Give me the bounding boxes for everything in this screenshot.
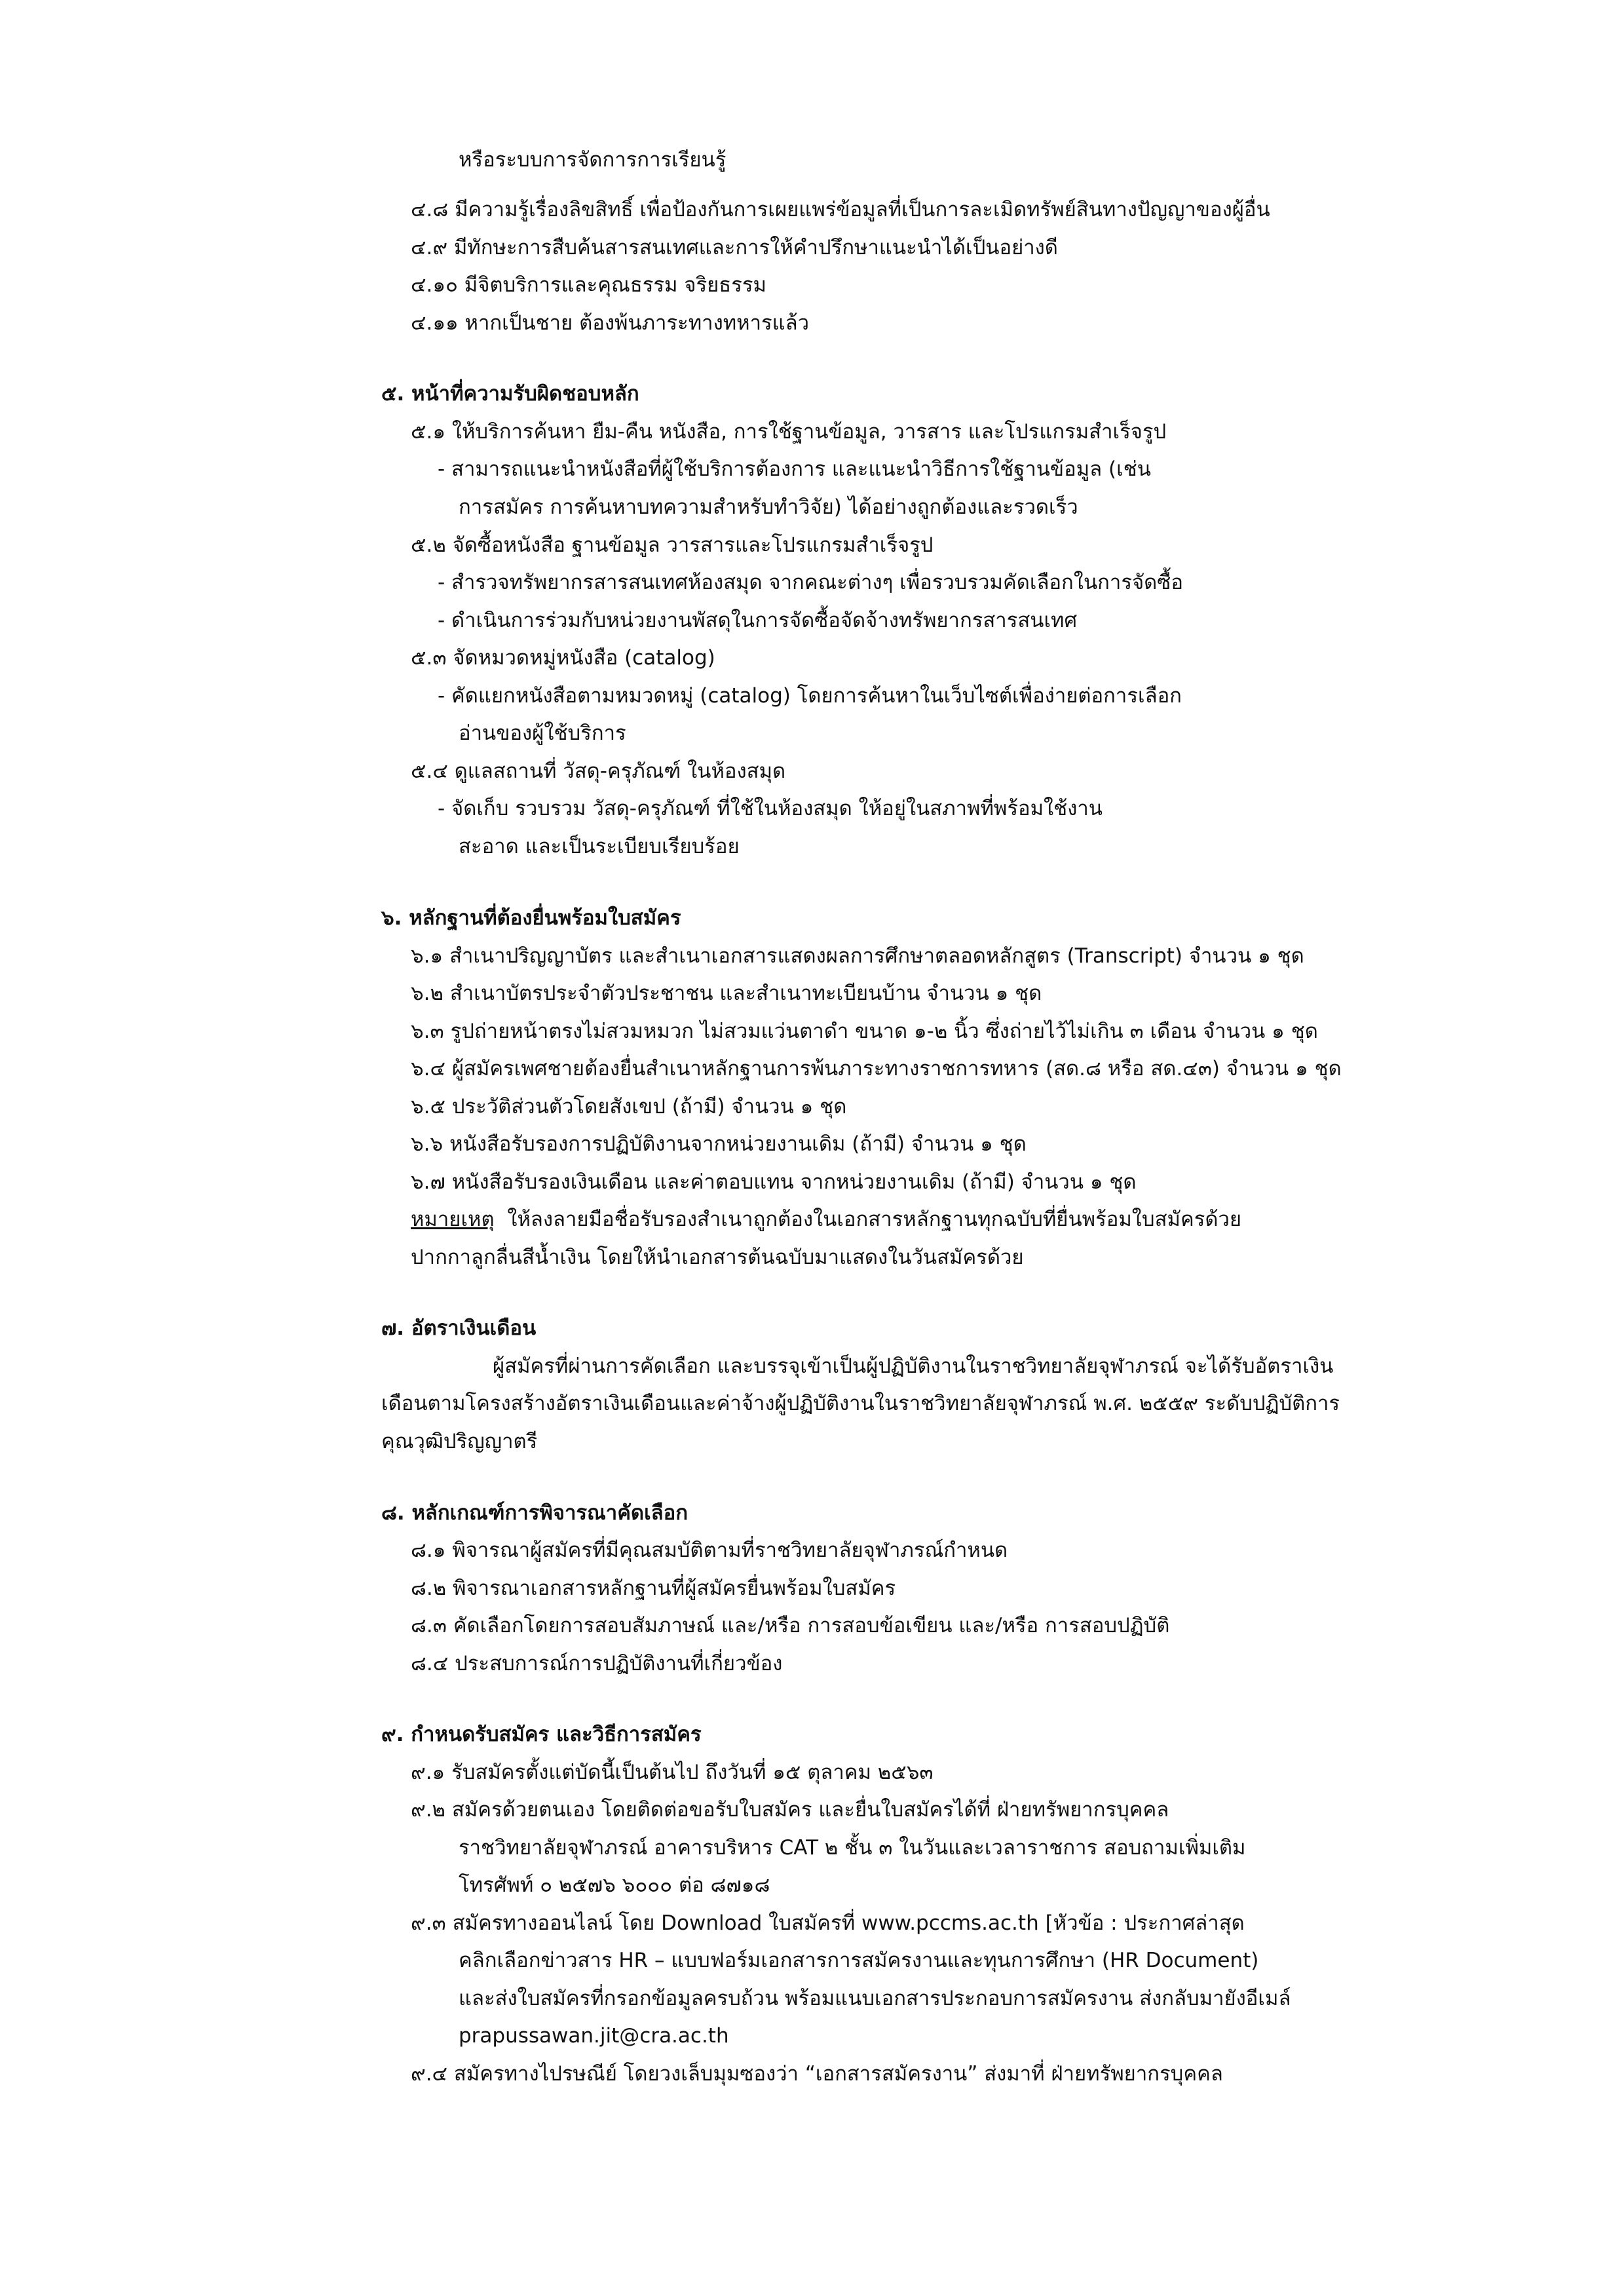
list-item: ๖.๕ ประวัติส่วนตัวโดยสังเขป (ถ้ามี) จำนวน ๑ ชุด bbox=[411, 1095, 847, 1119]
list-item: ๕.๔ ดูแลสถานที่ วัสดุ-ครุภัณฑ์ ในห้องสมุด bbox=[411, 759, 786, 783]
list-item: ๖.๔ ผู้สมัครเพศชายต้องยื่นสำเนาหลักฐานการพ้นภาระทางราชการทหาร (สด.๘ หรือ สด.๔๓) จำนวน ๑ ชุด bbox=[411, 1057, 1342, 1081]
list-item: ๘.๔ ประสบการณ์การปฏิบัติงานที่เกี่ยวข้อง bbox=[411, 1652, 783, 1675]
list-item: ๔.๘ มีความรู้เรื่องลิขสิทธิ์ เพื่อป้องกันการเผยแพร่ข้อมูลที่เป็นการละเมิดทรัพย์สินทางปัญญาของผู้อื่น bbox=[411, 198, 1270, 221]
list-item: ๕.๒ จัดซื้อหนังสือ ฐานข้อมูล วารสารและโปรแกรมสำเร็จรูป bbox=[411, 533, 934, 557]
note-line bbox=[411, 1200, 1241, 1238]
paragraph-line: ผู้สมัครที่ผ่านการคัดเลือก และบรรจุเข้าเป็นผู้ปฏิบัติงานในราชวิทยาลัยจุฬาภรณ์ จะได้รับอัตราเงิน bbox=[493, 1354, 1334, 1378]
list-item: ๙.๔ สมัครทางไปรษณีย์ โดยวงเล็บมุมซองว่า “เอกสารสมัครงาน” ส่งมาที่ ฝ่ายทรัพยากรบุคคล bbox=[411, 2062, 1223, 2086]
section-heading: ๙. กำหนดรับสมัคร และวิธีการสมัคร bbox=[381, 1723, 702, 1746]
text-line: หรือระบบการจัดการการเรียนรู้ bbox=[459, 148, 727, 172]
bullet-item: - คัดแยกหนังสือตามหมวดหมู่ (catalog) โดยการค้นหาในเว็บไซต์เพื่อง่ายต่อการเลือก bbox=[438, 684, 1182, 708]
list-item: ๘.๑ พิจารณาผู้สมัครที่มีคุณสมบัติตามที่ราชวิทยาลัยจุฬาภรณ์กำหนด bbox=[411, 1539, 1008, 1562]
list-item: ๖.๑ สำเนาปริญญาบัตร และสำเนาเอกสารแสดงผลการศึกษาตลอดหลักสูตร (Transcript) จำนวน ๑ ชุด bbox=[411, 944, 1304, 968]
bullet-item: - สำรวจทรัพยากรสารสนเทศห้องสมุด จากคณะต่างๆ เพื่อรวบรวมคัดเลือกในการจัดซื้อ bbox=[438, 571, 1183, 594]
list-item: ๖.๒ สำเนาบัตรประจำตัวประชาชน และสำเนาทะเบียนบ้าน จำนวน ๑ ชุด bbox=[411, 982, 1042, 1005]
text-line: โทรศัพท์ ๐ ๒๕๗๖ ๖๐๐๐ ต่อ ๘๗๑๘ bbox=[459, 1873, 770, 1897]
paragraph-line: เดือนตามโครงสร้างอัตราเงินเดือนและค่าจ้างผู้ปฏิบัติงานในราชวิทยาลัยจุฬาภรณ์ พ.ศ. ๒๕๕๙ ระดับปฏิบัติการ bbox=[381, 1392, 1340, 1415]
list-item: ๙.๑ รับสมัครตั้งแต่บัดนี้เป็นต้นไป ถึงวันที่ ๑๕ ตุลาคม ๒๕๖๓ bbox=[411, 1761, 934, 1784]
section-heading: ๘. หลักเกณฑ์การพิจารณาคัดเลือก bbox=[381, 1501, 689, 1525]
list-item: ๖.๓ รูปถ่ายหน้าตรงไม่สวมหมวก ไม่สวมแว่นตาดำ ขนาด ๑-๒ นิ้ว ซึ่งถ่ายไว้ไม่เกิน ๓ เดือน จำนวน ๑ ชุด bbox=[411, 1020, 1318, 1043]
list-item: ๔.๙ มีทักษะการสืบค้นสารสนเทศและการให้คำปรึกษาแนะนำได้เป็นอย่างดี bbox=[411, 236, 1058, 259]
text-line: สะอาด และเป็นระเบียบเรียบร้อย bbox=[459, 835, 740, 858]
section-heading: ๖. หลักฐานที่ต้องยื่นพร้อมใบสมัคร bbox=[381, 906, 681, 930]
list-item: ๘.๒ พิจารณาเอกสารหลักฐานที่ผู้สมัครยื่นพร้อมใบสมัคร bbox=[411, 1577, 896, 1600]
note-text: ให้ลงลายมือชื่อรับรองสำเนาถูกต้องในเอกสารหลักฐานทุกฉบับที่ยื่นพร้อมใบสมัครด้วย bbox=[507, 1208, 1242, 1231]
list-item: ๔.๑๐ มีจิตบริการและคุณธรรม จริยธรรม bbox=[411, 273, 766, 297]
section-heading: ๗. อัตราเงินเดือน bbox=[381, 1316, 537, 1340]
text-line: คลิกเลือกข่าวสาร HR – แบบฟอร์มเอกสารการสมัครงานและทุนการศึกษา (HR Document) bbox=[459, 1949, 1259, 1972]
bullet-item: - ดำเนินการร่วมกับหน่วยงานพัสดุในการจัดซื้อจัดจ้างทรัพยากรสารสนเทศ bbox=[438, 609, 1078, 632]
text-line: อ่านของผู้ใช้บริการ bbox=[459, 721, 626, 745]
bullet-item: - จัดเก็บ รวบรวม วัสดุ-ครุภัณฑ์ ที่ใช้ในห้องสมุด ให้อยู่ในสภาพที่พร้อมใช้งาน bbox=[438, 797, 1103, 820]
text-line: และส่งใบสมัครที่กรอกข้อมูลครบถ้วน พร้อมแนบเอกสารประกอบการสมัครงาน ส่งกลับมายังอีเมล์ bbox=[459, 1987, 1291, 2010]
email-address: prapussawan.jit@cra.ac.th bbox=[459, 2024, 729, 2048]
list-item: ๙.๒ สมัครด้วยตนเอง โดยติดต่อขอรับใบสมัคร และยื่นใบสมัครได้ที่ ฝ่ายทรัพยากรบุคคล bbox=[411, 1798, 1169, 1822]
text-line: ราชวิทยาลัยจุฬาภรณ์ อาคารบริหาร CAT ๒ ชั้น ๓ ในวันและเวลาราชการ สอบถามเพิ่มเติม bbox=[459, 1836, 1246, 1860]
list-item: ๕.๑ ให้บริการค้นหา ยืม-คืน หนังสือ, การใช้ฐานข้อมูล, วารสาร และโปรแกรมสำเร็จรูป bbox=[411, 420, 1167, 444]
paragraph-line: คุณวุฒิปริญญาตรี bbox=[381, 1430, 538, 1453]
note-label: หมายเหตุ bbox=[411, 1208, 495, 1231]
list-item: ๖.๗ หนังสือรับรองเงินเดือน และค่าตอบแทน จากหน่วยงานเดิม (ถ้ามี) จำนวน ๑ ชุด bbox=[411, 1170, 1137, 1194]
list-item: ๖.๖ หนังสือรับรองการปฏิบัติงานจากหน่วยงานเดิม (ถ้ามี) จำนวน ๑ ชุด bbox=[411, 1132, 1027, 1156]
list-item: ๘.๓ คัดเลือกโดยการสอบสัมภาษณ์ และ/หรือ การสอบข้อเขียน และ/หรือ การสอบปฏิบัติ bbox=[411, 1614, 1170, 1637]
section-heading: ๕. หน้าที่ความรับผิดชอบหลัก bbox=[381, 382, 639, 406]
list-item: ๙.๓ สมัครทางออนไลน์ โดย Download ใบสมัครที่ www.pccms.ac.th [หัวข้อ : ประกาศล่าสุด bbox=[411, 1911, 1245, 1935]
text-line: การสมัคร การค้นหาบทความสำหรับทำวิจัย) ได้อย่างถูกต้องและรวดเร็ว bbox=[459, 495, 1078, 519]
text-line: ปากกาลูกลื่นสีน้ำเงิน โดยให้นำเอกสารต้นฉบับมาแสดงในวันสมัครด้วย bbox=[411, 1246, 1024, 1269]
list-item: ๕.๓ จัดหมวดหมู่หนังสือ (catalog) bbox=[411, 646, 715, 670]
bullet-item: - สามารถแนะนำหนังสือที่ผู้ใช้บริการต้องการ และแนะนำวิธีการใช้ฐานข้อมูล (เช่น bbox=[438, 457, 1151, 481]
list-item: ๔.๑๑ หากเป็นชาย ต้องพ้นภาระทางทหารแล้ว bbox=[411, 311, 810, 335]
